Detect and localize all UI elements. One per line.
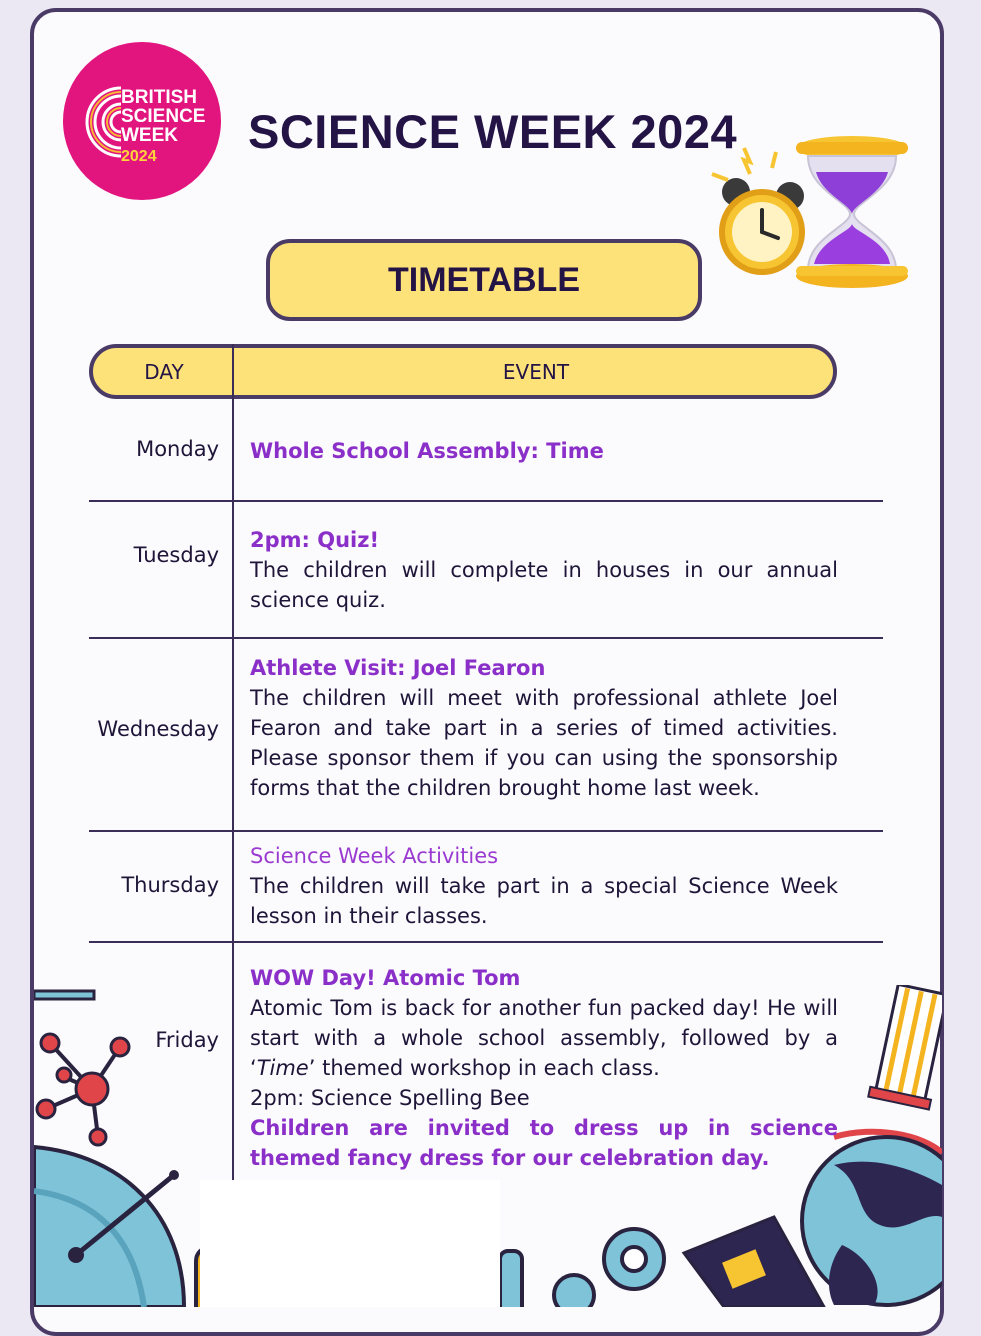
day-tuesday: Tuesday bbox=[133, 543, 219, 567]
event-title: WOW Day! Atomic Tom bbox=[250, 966, 521, 990]
column-header-day: DAY bbox=[144, 359, 184, 384]
logo-text: BRITISH SCIENCE WEEK bbox=[121, 87, 206, 146]
event-description: Atomic Tom is back for another fun packed day! He will start with a whole school assembly, followed by a ‘Time’ themed workshop in each class. bbox=[250, 996, 838, 1080]
event-title: Athlete Visit: Joel Fearon bbox=[250, 656, 546, 680]
event-description: The children will complete in houses in our annual science quiz. bbox=[250, 558, 838, 612]
row-divider bbox=[89, 941, 883, 943]
event-title: Science Week Activities bbox=[250, 844, 499, 868]
timetable-heading: TIMETABLE bbox=[266, 239, 702, 321]
event-monday bbox=[250, 436, 838, 466]
event-title: 2pm: Quiz! bbox=[250, 528, 380, 552]
page-title: SCIENCE WEEK 2024 bbox=[248, 105, 738, 158]
row-divider bbox=[89, 830, 883, 832]
event-spelling-bee: 2pm: Science Spelling Bee bbox=[250, 1086, 530, 1110]
british-science-week-logo bbox=[63, 42, 221, 200]
day-friday: Friday bbox=[155, 1028, 219, 1052]
event-friday bbox=[250, 963, 838, 1173]
day-wednesday: Wednesday bbox=[97, 717, 219, 741]
event-highlight: Children are invited to dress up in science themed fancy dress for our celebration day. bbox=[250, 1116, 838, 1170]
day-thursday: Thursday bbox=[121, 873, 219, 897]
day-monday: Monday bbox=[136, 437, 219, 461]
row-divider bbox=[89, 500, 883, 502]
column-header-event: EVENT bbox=[502, 359, 570, 384]
table-header bbox=[89, 344, 837, 399]
row-divider bbox=[89, 637, 883, 639]
event-wednesday bbox=[250, 653, 838, 803]
white-patch bbox=[200, 1180, 500, 1307]
logo-year: 2024 bbox=[121, 148, 157, 165]
alarm-clock-hourglass-icon bbox=[704, 128, 910, 288]
event-tuesday bbox=[250, 525, 838, 615]
event-thursday bbox=[250, 841, 838, 931]
event-description: The children will meet with professional athlete Joel Fearon and take part in a series of timed activities. Please sponsor them if you can using the sponsorship forms that the children brought home last week. bbox=[250, 686, 838, 800]
event-description: The children will take part in a special Science Week lesson in their classes. bbox=[250, 874, 838, 928]
event-title: Whole School Assembly: Time bbox=[250, 439, 604, 463]
